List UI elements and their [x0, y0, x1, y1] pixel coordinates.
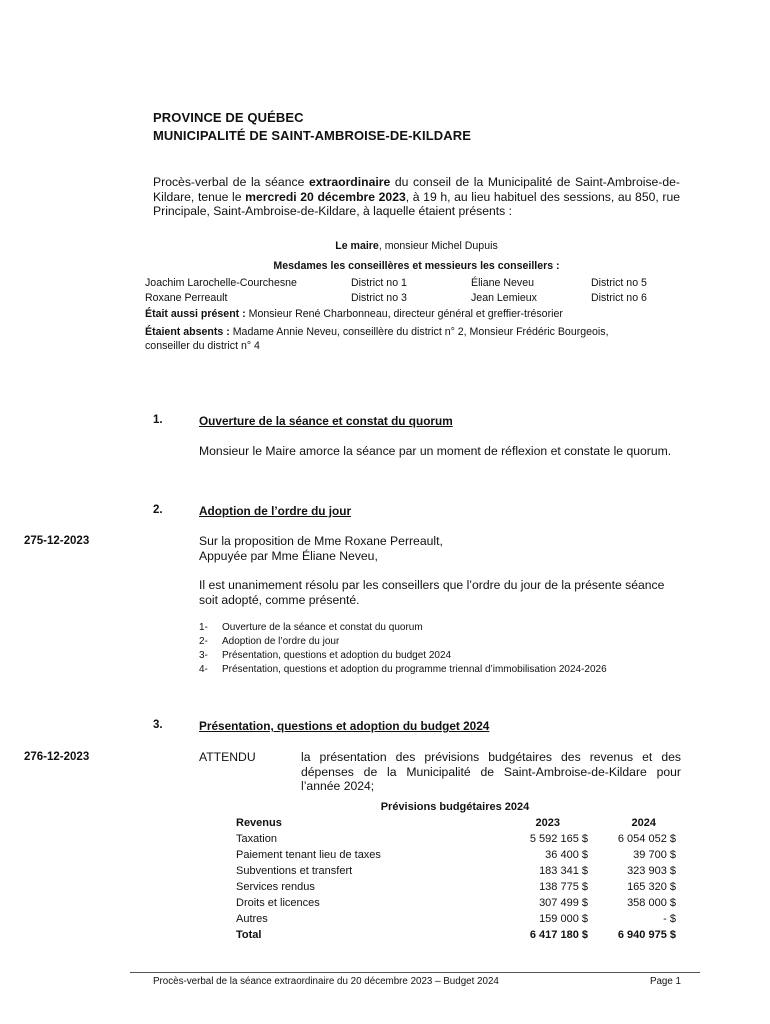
councillor-name: Éliane Neveu [471, 277, 535, 289]
footer-divider [130, 972, 700, 973]
agenda-item: 1- Ouverture de la séance et constat du quorum [199, 622, 423, 633]
agenda-list [199, 621, 681, 677]
budget-row-label: Autres [236, 913, 268, 925]
budget-col-header: 2024 [631, 817, 656, 829]
province-heading: PROVINCE DE QUÉBEC [153, 110, 304, 125]
section-number: 1. [153, 414, 163, 426]
budget-col-header: Revenus [236, 817, 282, 829]
absent-line: Étaient absents : Madame Annie Neveu, conseillère du district n° 2, Monsieur Frédéric Bourgeois, conseiller du district n° 4 [145, 326, 609, 352]
budget-value-2023: 307 499 $ [539, 897, 588, 909]
councillor-district: District no 3 [351, 292, 407, 304]
footer-text: Procès-verbal de la séance extraordinaire du 20 décembre 2023 – Budget 2024 [153, 976, 499, 987]
councillors-heading: Mesdames les conseillères et messieurs les conseillers : [273, 260, 560, 272]
agenda-item: 3- Présentation, questions et adoption du budget 2024 [199, 650, 452, 661]
budget-value-2024: 165 320 $ [627, 881, 676, 893]
budget-value-2023: 183 341 $ [539, 865, 588, 877]
budget-value-2024: 323 903 $ [627, 865, 676, 877]
councillor-name: Joachim Larochelle-Courchesne [145, 277, 297, 289]
section-text: Monsieur le Maire amorce la séance par un moment de réflexion et constate le quorum. [199, 444, 672, 458]
page-number: Page 1 [649, 976, 681, 987]
budget-col-header: 2023 [535, 817, 560, 829]
budget-total-2024: 6 940 975 $ [617, 929, 676, 941]
section-number: 3. [153, 719, 163, 731]
municipality-heading: MUNICIPALITÉ DE SAINT-AMBROISE-DE-KILDARE [153, 128, 472, 143]
resolution-number: 276-12-2023 [24, 751, 90, 763]
proposed-by: Sur la proposition de Mme Roxane Perreault, [199, 534, 443, 548]
seconded-by: Appuyée par Mme Éliane Neveu, [199, 549, 378, 563]
budget-value-2023: 5 592 165 $ [529, 833, 588, 845]
budget-value-2024: 39 700 $ [633, 849, 676, 861]
agenda-item: 4- Présentation, questions et adoption du programme triennal d’immobilisation 2024-2026 [199, 664, 607, 675]
budget-title: Prévisions budgétaires 2024 [380, 801, 530, 813]
budget-row-label: Subventions et transfert [236, 865, 353, 877]
budget-value-2024: 6 054 052 $ [617, 833, 676, 845]
budget-value-2024: 358 000 $ [627, 897, 676, 909]
resolution-text: Il est unanimement résolu par les conseillers que l’ordre du jour de la présente séance soit adopté, comme présenté. [199, 578, 665, 607]
budget-row-label: Paiement tenant lieu de taxes [236, 849, 381, 861]
councillor-district: District no 6 [591, 292, 647, 304]
agenda-item: 2- Adoption de l’ordre du jour [199, 636, 340, 647]
section-title: Présentation, questions et adoption du budget 2024 [199, 719, 490, 733]
councillor-district: District no 1 [351, 277, 407, 289]
section-title: Ouverture de la séance et constat du quorum [199, 414, 453, 428]
councillor-district: District no 5 [591, 277, 647, 289]
budget-row-label: Taxation [236, 833, 277, 845]
mayor-line: Le maire, monsieur Michel Dupuis [335, 240, 498, 252]
councillor-name: Jean Lemieux [471, 292, 537, 304]
resolution-number: 275-12-2023 [24, 535, 90, 547]
attendu-label: ATTENDU [199, 750, 256, 764]
budget-row-label: Droits et licences [236, 897, 320, 909]
also-present-line: Était aussi présent : Monsieur René Charbonneau, directeur général et greffier-trésorier [145, 308, 563, 320]
budget-total-label: Total [236, 929, 262, 941]
intro-paragraph: Procès-verbal de la séance extraordinaire du conseil de la Municipalité de Saint-Ambroise-de-Kildare, tenue le mercredi 20 décembre 2023, à 19 h, au lieu habituel des sessions, au 850, rue Principale, Saint-Ambroise-de-Kildare, à laquelle étaient présents : [153, 175, 680, 218]
attendu-text: la présentation des prévisions budgétaires des revenus et des dépenses de la Municipalité de Saint-Ambroise-de-Kildare pour l’année 2024; [301, 750, 681, 793]
councillor-name: Roxane Perreault [145, 292, 228, 304]
budget-value-2023: 36 400 $ [545, 849, 588, 861]
budget-value-2023: 138 775 $ [539, 881, 588, 893]
budget-value-2023: 159 000 $ [539, 913, 588, 925]
budget-value-2024: - $ [663, 913, 676, 925]
budget-row-label: Services rendus [236, 881, 315, 893]
budget-total-2023: 6 417 180 $ [529, 929, 588, 941]
section-title: Adoption de l’ordre du jour [199, 504, 352, 518]
section-number: 2. [153, 504, 163, 516]
